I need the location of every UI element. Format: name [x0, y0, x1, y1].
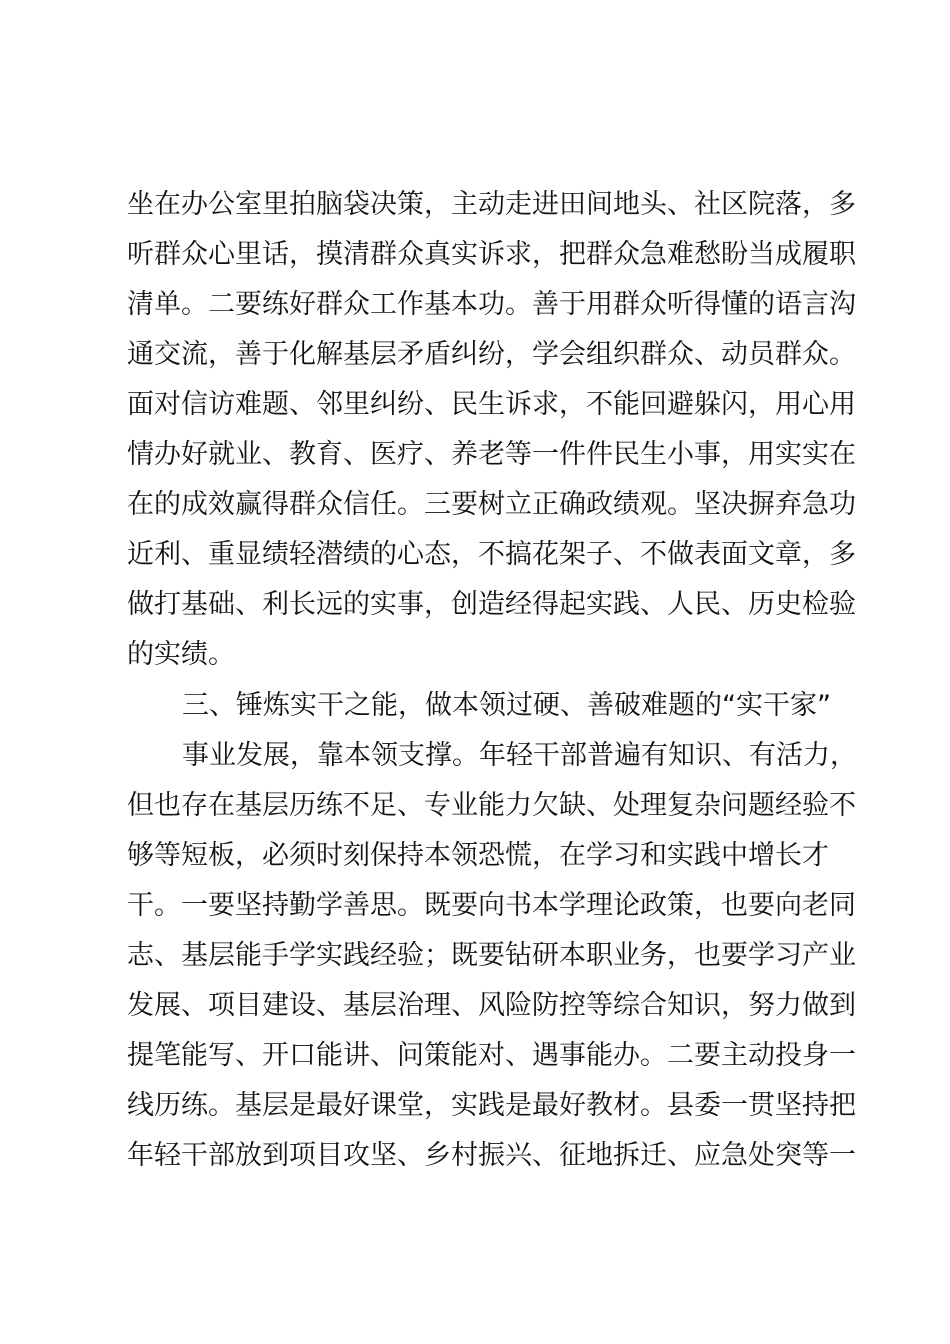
paragraph-line: 情办好就业、教育、医疗、养老等一件件民生小事，用实实在	[127, 439, 856, 470]
paragraph-line: 在的成效赢得群众信任。三要树立正确政绩观。坚决摒弃急功	[127, 489, 856, 520]
paragraph-line: 坐在办公室里拍脑袋决策，主动走进田间地头、社区院落，多	[127, 189, 856, 220]
paragraph-line: 线历练。基层是最好课堂，实践是最好教材。县委一贯坚持把	[127, 1090, 856, 1121]
paragraph-line: 发展、项目建设、基层治理、风险防控等综合知识，努力做到	[127, 990, 856, 1021]
paragraph-line: 清单。二要练好群众工作基本功。善于用群众听得懂的语言沟	[127, 289, 856, 320]
paragraph-line: 近利、重显绩轻潜绩的心态，不搞花架子、不做表面文章，多	[127, 539, 856, 570]
paragraph-line: 的实绩。	[127, 639, 235, 670]
paragraph-line: 年轻干部放到项目攻坚、乡村振兴、征地拆迁、应急处突等一	[127, 1140, 856, 1171]
paragraph-line: 面对信访难题、邻里纠纷、民生诉求，不能回避躲闪，用心用	[127, 389, 856, 420]
paragraph-line: 提笔能写、开口能讲、问策能对、遇事能办。二要主动投身一	[127, 1040, 856, 1071]
paragraph-line: 听群众心里话，摸清群众真实诉求，把群众急难愁盼当成履职	[127, 239, 856, 270]
paragraph-line: 通交流，善于化解基层矛盾纠纷，学会组织群众、动员群众。	[127, 339, 856, 370]
paragraph-line: 但也存在基层历练不足、专业能力欠缺、处理复杂问题经验不	[127, 790, 856, 821]
paragraph-first-line: 事业发展，靠本领支撑。年轻干部普遍有知识、有活力，	[182, 740, 857, 771]
paragraph-line: 够等短板，必须时刻保持本领恐慌，在学习和实践中增长才	[127, 840, 829, 871]
section-heading: 三、锤炼实干之能，做本领过硬、善破难题的“实干家”	[182, 690, 831, 721]
paragraph-line: 志、基层能手学实践经验；既要钻研本职业务，也要学习产业	[127, 940, 856, 971]
paragraph-line: 干。一要坚持勤学善思。既要向书本学理论政策，也要向老同	[127, 890, 856, 921]
paragraph-line: 做打基础、利长远的实事，创造经得起实践、人民、历史检验	[127, 589, 856, 620]
